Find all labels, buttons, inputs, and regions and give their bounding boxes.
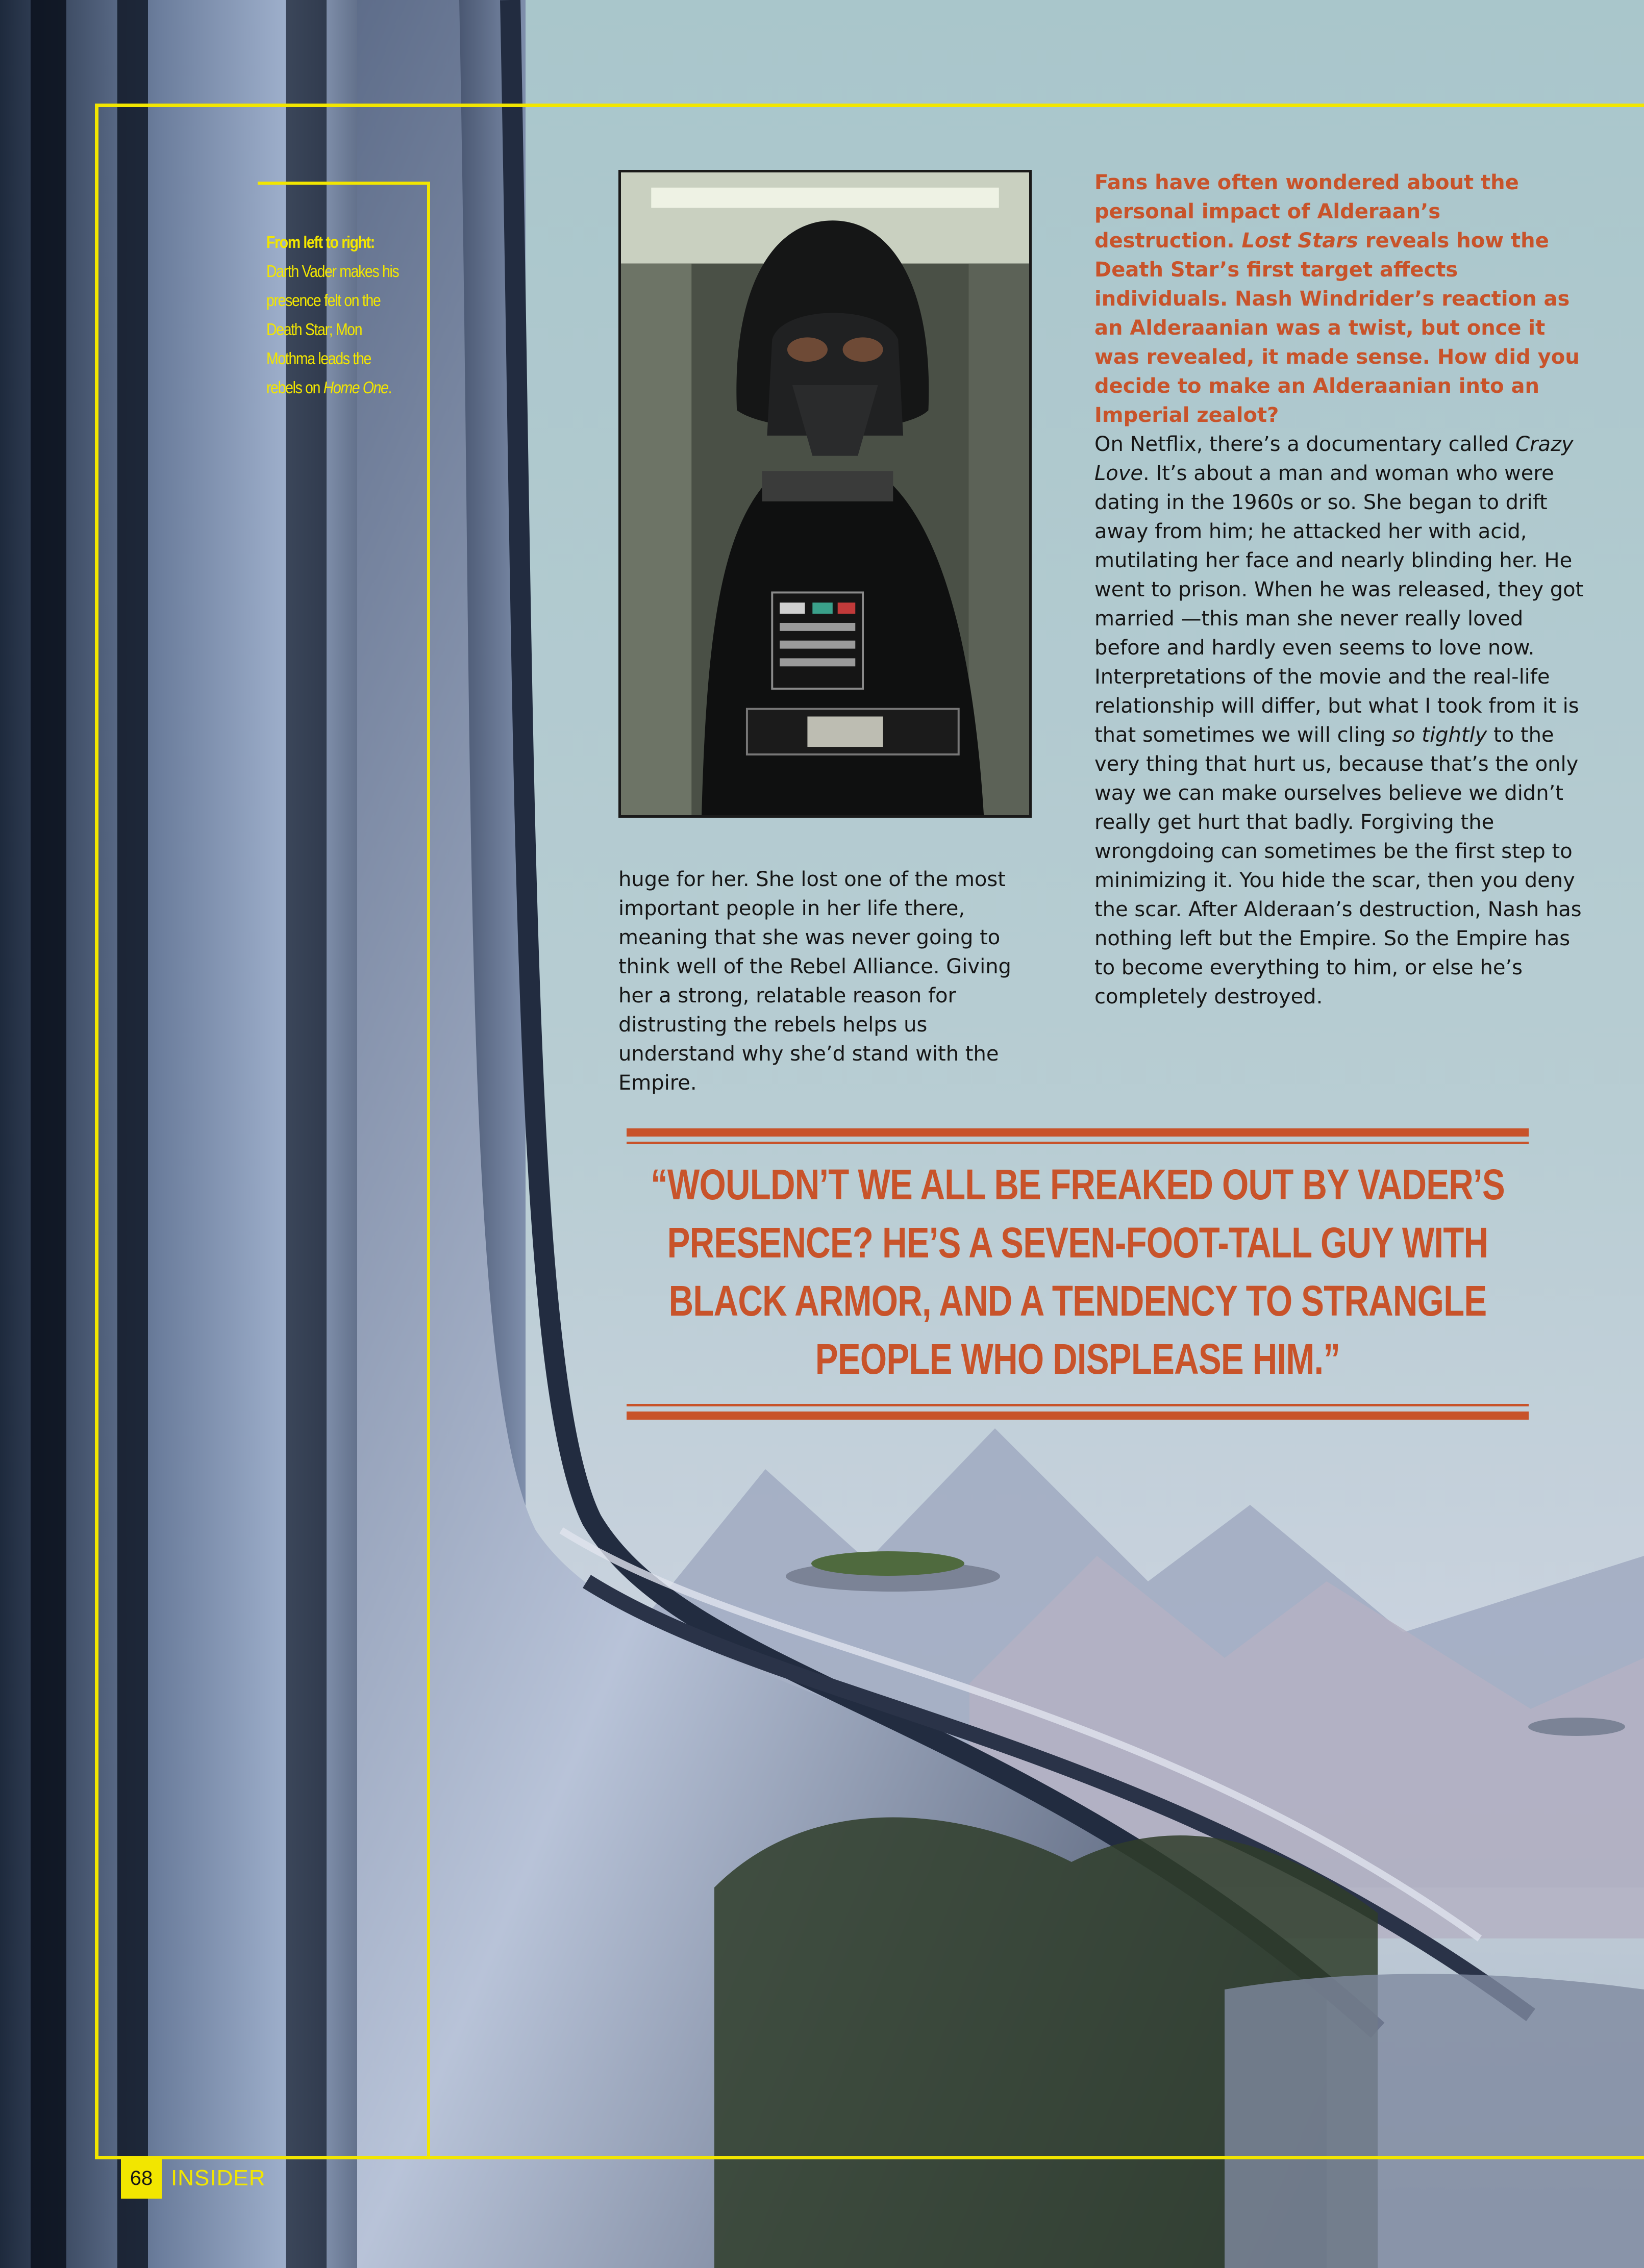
body-paragraph-column-1: huge for her. She lost one of the most important people in her life there, meaning that she was never going to think well of the Rebel Alliance. Giving her a strong, relatable reason for distrusting the rebels helps us understand why she’d stand with the Empire. <box>618 868 1011 1095</box>
question-text-end: reveals how the Death Star’s first target affects individuals. Nash Windrider’s reaction as an Alderaanian was a twist, but once it was revealed, it made sense. How did you decide to make an Alderaanian into an Imperial zealot? <box>1094 229 1580 427</box>
question-book-title: Lost Stars <box>1241 229 1358 253</box>
photo-caption <box>266 228 400 402</box>
answer-text-2: . It’s about a man and woman who were dating in the 1960s or so. She began to drift away from him; he attacked her with acid, mutilating her face and nearly blinding her. He went to prison. When he was released, they got married —this man she never really loved before and hardly even seems to love now. Interpretations of the movie and the real-life relationship will differ, but what I took from it is that sometimes we will cling <box>1094 462 1584 747</box>
answer-emphasis: so tightly <box>1392 723 1487 747</box>
caption-top-rule <box>258 182 430 185</box>
frame-left-rule <box>95 104 98 2159</box>
interview-answer <box>1094 430 1584 1012</box>
caption-text: Darth Vader makes his presence felt on the Death Star; Mon Mothma leads the rebels on <box>266 262 399 397</box>
question-text: Fans have often wondered about the personal impact of Alderaan’s destruction. <box>1094 171 1519 253</box>
caption-end: . <box>388 378 392 397</box>
pullquote-top-rule-thin <box>627 1142 1529 1144</box>
caption-lead: From left to right: <box>266 233 375 251</box>
pullquote-bottom-rule-thin <box>627 1404 1529 1406</box>
frame-top-rule <box>95 104 1644 107</box>
page-number: 68 <box>121 2158 162 2199</box>
pullquote-top-rule-thick <box>627 1128 1529 1137</box>
answer-film-title: Crazy Love <box>1094 433 1574 485</box>
magazine-name: INSIDER <box>171 2165 266 2190</box>
caption-right-rule <box>427 182 430 2156</box>
answer-text-1: On Netflix, there’s a documentary called <box>1094 433 1516 456</box>
interview-question <box>1094 168 1584 430</box>
pull-quote-text: “WOULDN’T WE ALL BE FREAKED OUT BY VADER’S PRESENCE? HE’S A SEVEN-FOOT-TALL GUY WITH BLACK ARMOR, AND A TENDENCY TO STRANGLE PEOPLE WHO DISPLEASE HIM.” <box>651 1161 1505 1383</box>
caption-italic: Home One <box>323 378 388 397</box>
frame-bottom-rule <box>95 2156 1644 2159</box>
darth-vader-photo <box>618 170 1032 818</box>
pull-quote <box>627 1155 1529 1388</box>
pullquote-bottom-rule-thick <box>627 1412 1529 1420</box>
body-column-2 <box>1094 168 1584 1012</box>
answer-text-3: to the very thing that hurt us, because that’s the only way we can make ourselves believe we didn’t really get hurt that badly. Forgiving the wrongdoing can sometimes be the first step to minimizing it. You hide the scar, then you deny the scar. After Alderaan’s destruction, Nash has nothing left but the Empire. So the Empire has to become everything to him, or else he’s completely destroyed. <box>1094 723 1582 1009</box>
